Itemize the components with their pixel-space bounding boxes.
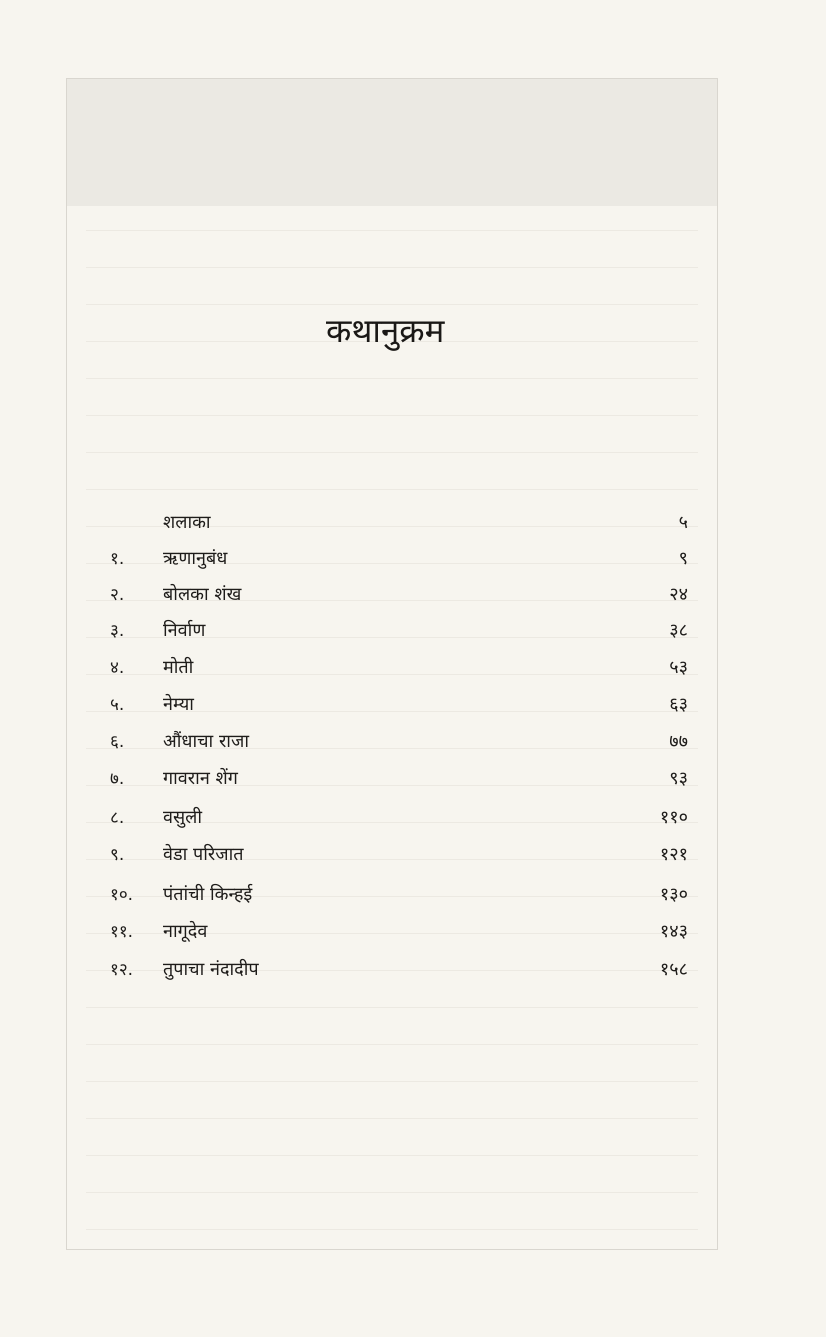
toc-entry-number: २. (110, 585, 125, 605)
toc-entry-page: ११० (659, 807, 688, 828)
toc-entry-page: ७७ (669, 731, 688, 752)
toc-entry-number: ३. (110, 621, 125, 641)
toc-entry-number: ४. (110, 658, 125, 678)
toc-entry-title: तुपाचा नंदादीप (163, 959, 259, 980)
bleed-through-line (86, 1118, 698, 1119)
bleed-through-line (86, 489, 698, 490)
toc-entry-title: पंतांची किन्हई (163, 884, 253, 905)
toc-entry-number: ८. (110, 808, 125, 828)
toc-entry (0, 880, 826, 916)
toc-entry-page: २४ (669, 584, 688, 605)
toc-entry-page: ६३ (669, 694, 688, 715)
toc-entry-number: १०. (110, 885, 134, 905)
toc-entry-page: १३० (659, 884, 688, 905)
toc-entry (0, 544, 826, 580)
toc-entry-title: वसुली (163, 807, 203, 828)
toc-entry-title: बोलका शंख (163, 584, 242, 605)
toc-entry (0, 727, 826, 763)
toc-entry-page: ५३ (669, 657, 688, 678)
bleed-through-line (86, 1229, 698, 1230)
toc-entry-number: ७. (110, 769, 125, 789)
toc-entry (0, 616, 826, 652)
bleed-through-line (86, 452, 698, 453)
toc-entry (0, 580, 826, 616)
toc-entry-title: वेडा परिजात (163, 844, 244, 865)
toc-entry-number: ५. (110, 695, 125, 715)
toc-entry-title: नागूदेव (163, 921, 208, 942)
bleed-through-line (86, 230, 698, 231)
bleed-through-line (86, 304, 698, 305)
toc-entry-number: ६. (110, 732, 125, 752)
bleed-through-line (86, 1192, 698, 1193)
toc-entry-page: १५८ (659, 959, 688, 980)
toc-entry-number: ११. (110, 922, 134, 942)
toc-entry-title: ऋणानुबंध (163, 548, 228, 569)
toc-entry-number: १. (110, 549, 125, 569)
toc-entry (0, 917, 826, 953)
toc-entry-page: १२१ (659, 844, 688, 865)
toc-entry-title: औंधाचा राजा (163, 731, 249, 752)
toc-entry-page: १४३ (659, 921, 688, 942)
toc-entry-title: नेम्या (163, 694, 194, 715)
toc-entry (0, 653, 826, 689)
bleed-through-line (86, 1155, 698, 1156)
bleed-through-line (86, 415, 698, 416)
toc-entry-title: निर्वाण (163, 620, 206, 641)
toc-entry-page: ३८ (669, 620, 688, 641)
toc-entry-title: शलाका (163, 512, 211, 533)
bleed-through-line (86, 1007, 698, 1008)
page-title: कथानुक्रम (326, 311, 445, 350)
toc-entry (0, 840, 826, 876)
bleed-through-line (86, 1081, 698, 1082)
toc-entry (0, 690, 826, 726)
toc-entry-page: ५ (678, 512, 688, 533)
toc-entry-page: ९३ (669, 768, 688, 789)
toc-entry-number: १२. (110, 960, 134, 980)
toc-entry (0, 764, 826, 800)
bleed-through-line (86, 267, 698, 268)
toc-entry (0, 955, 826, 991)
toc-entry-page: ९ (678, 548, 688, 569)
toc-entry-number: ९. (110, 845, 125, 865)
toc-entry-title: गावरान शेंग (163, 768, 238, 789)
toc-entry (0, 803, 826, 839)
toc-entry-title: मोती (163, 657, 194, 678)
toc-entry (0, 508, 826, 544)
bleed-through-line (86, 378, 698, 379)
bleed-through-line (86, 1044, 698, 1045)
